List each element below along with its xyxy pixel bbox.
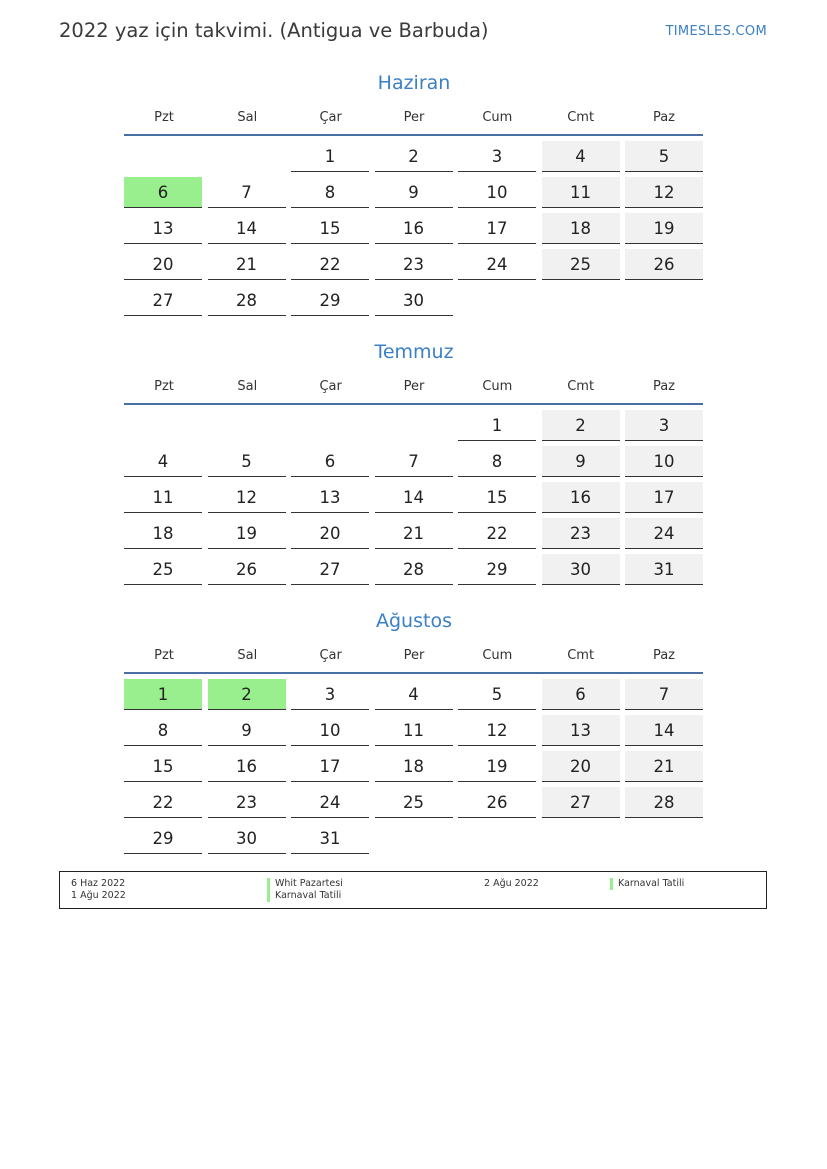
day-cell: 5 [458, 679, 536, 710]
weekday-label: Paz [652, 647, 675, 663]
day-cell: 12 [625, 177, 703, 208]
day-cell: 13 [542, 715, 620, 746]
day-cell: 2 [208, 679, 286, 710]
day-cell: 5 [208, 446, 286, 477]
weekday-label: Pzt [154, 647, 174, 663]
day-cell: 19 [625, 213, 703, 244]
day-cell: 15 [291, 213, 369, 244]
weekday-label: Sal [237, 647, 258, 663]
legend-date: 2 Ağu 2022 [484, 878, 539, 889]
day-cell: 14 [375, 482, 453, 513]
day-cell: 15 [124, 751, 202, 782]
weekday-label: Sal [237, 109, 258, 125]
week-row [124, 518, 704, 554]
weekday-label: Per [403, 647, 425, 663]
day-cell: 17 [458, 213, 536, 244]
day-cell: 1 [124, 679, 202, 710]
empty-day-cell [124, 410, 202, 441]
day-cell: 26 [458, 787, 536, 818]
day-cell: 7 [625, 679, 703, 710]
day-cell: 23 [375, 249, 453, 280]
day-cell: 22 [124, 787, 202, 818]
day-cell: 7 [375, 446, 453, 477]
day-cell: 1 [291, 141, 369, 172]
month-calendar [124, 338, 704, 590]
legend-holiday-name: Karnaval Tatili [275, 890, 342, 901]
day-cell: 14 [625, 715, 703, 746]
empty-day-cell [625, 285, 703, 316]
day-cell: 15 [458, 482, 536, 513]
day-cell: 30 [208, 823, 286, 854]
holiday-marker-icon [267, 890, 270, 902]
day-cell: 19 [458, 751, 536, 782]
day-cell: 8 [291, 177, 369, 208]
empty-day-cell [542, 823, 620, 854]
day-cell: 23 [542, 518, 620, 549]
week-row [124, 141, 704, 177]
week-row [124, 679, 704, 715]
day-cell: 26 [208, 554, 286, 585]
day-cell: 9 [542, 446, 620, 477]
day-cell: 12 [208, 482, 286, 513]
day-cell: 11 [375, 715, 453, 746]
month-title: Temmuz [374, 341, 454, 363]
empty-day-cell [208, 410, 286, 441]
day-cell: 24 [291, 787, 369, 818]
day-cell: 29 [291, 285, 369, 316]
weekday-label: Pzt [154, 109, 174, 125]
day-cell: 7 [208, 177, 286, 208]
weekday-label: Paz [652, 378, 675, 394]
day-cell: 9 [375, 177, 453, 208]
day-cell: 10 [291, 715, 369, 746]
day-cell: 28 [625, 787, 703, 818]
legend-holiday-name: Whit Pazartesi [275, 878, 343, 889]
day-cell: 29 [458, 554, 536, 585]
day-cell: 6 [124, 177, 202, 208]
weekday-label: Per [403, 378, 425, 394]
empty-day-cell [375, 410, 453, 441]
day-cell: 2 [542, 410, 620, 441]
day-cell: 24 [458, 249, 536, 280]
day-cell: 27 [124, 285, 202, 316]
weekday-label: Pzt [154, 378, 174, 394]
day-cell: 12 [458, 715, 536, 746]
day-cell: 20 [124, 249, 202, 280]
weekday-label: Cmt [567, 109, 595, 125]
day-cell: 10 [458, 177, 536, 208]
day-cell: 31 [291, 823, 369, 854]
weekday-header [124, 372, 704, 400]
weekday-header [124, 641, 704, 669]
day-cell: 28 [208, 285, 286, 316]
month-calendar [124, 69, 704, 321]
day-cell: 11 [542, 177, 620, 208]
day-cell: 21 [208, 249, 286, 280]
site-link[interactable]: TIMESLES.COM [665, 24, 767, 39]
day-cell: 10 [625, 446, 703, 477]
header-divider [124, 403, 703, 405]
day-cell: 2 [375, 141, 453, 172]
holiday-marker-icon [610, 878, 613, 890]
day-cell: 27 [542, 787, 620, 818]
day-cell: 20 [542, 751, 620, 782]
weekday-label: Paz [652, 109, 675, 125]
week-row [124, 787, 704, 823]
legend-holiday-name: Karnaval Tatili [618, 878, 685, 889]
holiday-legend [59, 871, 767, 909]
month-title: Haziran [377, 72, 451, 94]
week-row [124, 751, 704, 787]
day-cell: 3 [458, 141, 536, 172]
day-cell: 8 [458, 446, 536, 477]
weekday-header [124, 103, 704, 131]
day-cell: 16 [208, 751, 286, 782]
weekday-label: Sal [237, 378, 258, 394]
weekday-label: Cmt [567, 647, 595, 663]
day-cell: 22 [291, 249, 369, 280]
weekday-label: Çar [319, 378, 342, 394]
week-row [124, 715, 704, 751]
day-cell: 4 [124, 446, 202, 477]
week-row [124, 177, 704, 213]
day-cell: 28 [375, 554, 453, 585]
week-row [124, 446, 704, 482]
week-row [124, 410, 704, 446]
page-title: 2022 yaz için takvimi. (Antigua ve Barbuda) [59, 19, 489, 42]
day-cell: 24 [625, 518, 703, 549]
weekday-label: Cum [482, 109, 513, 125]
empty-day-cell [208, 141, 286, 172]
day-cell: 22 [458, 518, 536, 549]
empty-day-cell [375, 823, 453, 854]
weekday-label: Çar [319, 109, 342, 125]
month-title: Ağustos [376, 610, 452, 632]
day-cell: 30 [375, 285, 453, 316]
day-cell: 13 [124, 213, 202, 244]
day-cell: 8 [124, 715, 202, 746]
day-cell: 13 [291, 482, 369, 513]
day-cell: 9 [208, 715, 286, 746]
day-cell: 25 [124, 554, 202, 585]
day-cell: 16 [375, 213, 453, 244]
week-row [124, 823, 704, 859]
day-cell: 3 [291, 679, 369, 710]
weekday-label: Çar [319, 647, 342, 663]
day-cell: 21 [625, 751, 703, 782]
month-calendar [124, 607, 704, 859]
week-row [124, 554, 704, 590]
empty-day-cell [291, 410, 369, 441]
empty-day-cell [542, 285, 620, 316]
legend-date: 6 Haz 2022 [71, 878, 126, 889]
day-cell: 6 [291, 446, 369, 477]
day-cell: 21 [375, 518, 453, 549]
header-divider [124, 672, 703, 674]
day-cell: 17 [291, 751, 369, 782]
day-cell: 1 [458, 410, 536, 441]
day-cell: 11 [124, 482, 202, 513]
week-row [124, 213, 704, 249]
header-divider [124, 134, 703, 136]
day-cell: 27 [291, 554, 369, 585]
week-row [124, 285, 704, 321]
weekday-label: Cum [482, 378, 513, 394]
day-cell: 5 [625, 141, 703, 172]
day-cell: 25 [375, 787, 453, 818]
weekday-label: Per [403, 109, 425, 125]
weekday-label: Cum [482, 647, 513, 663]
day-cell: 30 [542, 554, 620, 585]
weekday-label: Cmt [567, 378, 595, 394]
day-cell: 19 [208, 518, 286, 549]
day-cell: 31 [625, 554, 703, 585]
day-cell: 6 [542, 679, 620, 710]
day-cell: 18 [542, 213, 620, 244]
day-cell: 29 [124, 823, 202, 854]
day-cell: 4 [375, 679, 453, 710]
day-cell: 18 [375, 751, 453, 782]
day-cell: 3 [625, 410, 703, 441]
empty-day-cell [124, 141, 202, 172]
week-row [124, 482, 704, 518]
day-cell: 20 [291, 518, 369, 549]
empty-day-cell [458, 285, 536, 316]
empty-day-cell [625, 823, 703, 854]
day-cell: 18 [124, 518, 202, 549]
day-cell: 23 [208, 787, 286, 818]
day-cell: 4 [542, 141, 620, 172]
week-row [124, 249, 704, 285]
day-cell: 25 [542, 249, 620, 280]
legend-date: 1 Ağu 2022 [71, 890, 126, 901]
day-cell: 17 [625, 482, 703, 513]
holiday-marker-icon [267, 878, 270, 890]
empty-day-cell [458, 823, 536, 854]
day-cell: 26 [625, 249, 703, 280]
day-cell: 14 [208, 213, 286, 244]
day-cell: 16 [542, 482, 620, 513]
